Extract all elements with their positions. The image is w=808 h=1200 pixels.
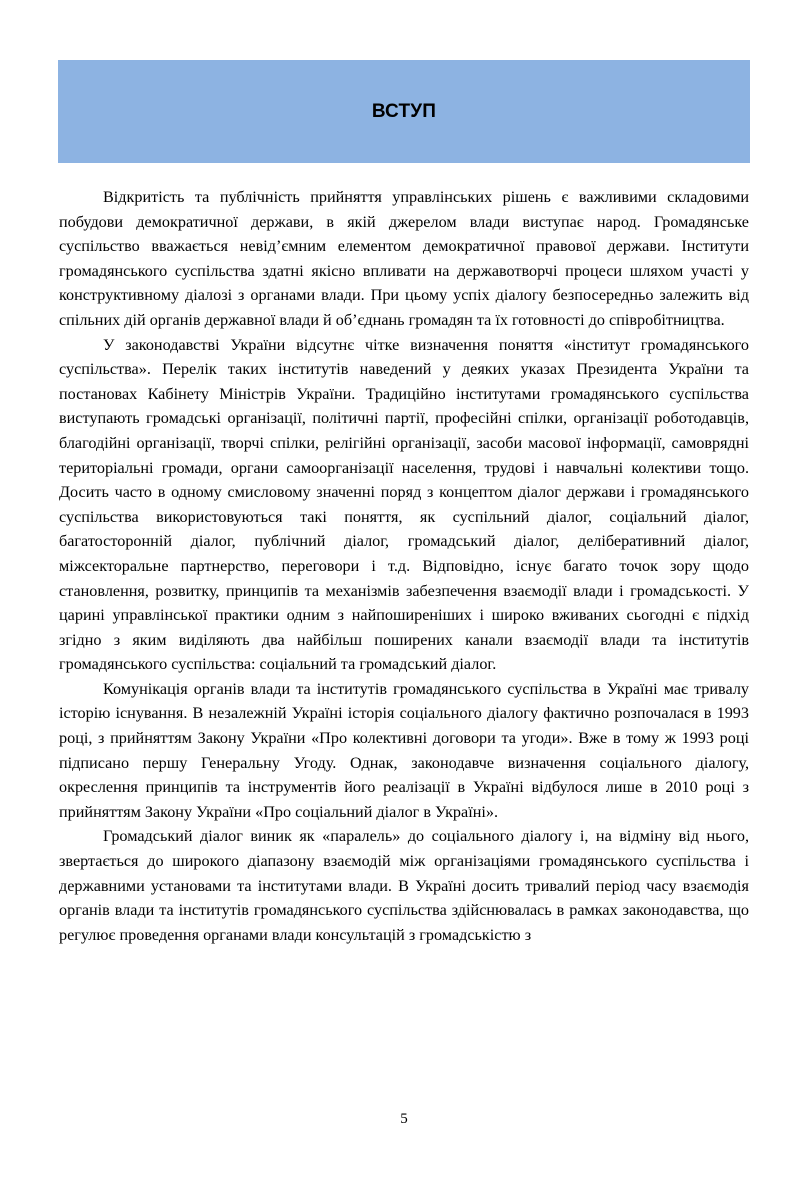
paragraph: У законодавстві України відсутнє чітке визначення поняття «інститут громадянського суспільства». Перелік таких інститутів наведений у деяких указах Президента України та постановах Кабінету Міністрів України. Традиційно інститутами громадянського суспільства виступають громадські організації, політичні партії, професійні спілки, організації роботодавців, благодійні організації, творчі спілки, релігійні організації, засоби масової інформації, самоврядні територіальні громади, органи самоорганізації населення, трудові і навчальні колективи тощо. Досить часто в одному смисловому значенні поряд з концептом діалог держави і громадянського суспільства використовуються такі поняття, як суспільний діалог, соціальний діалог, багатосторонній діалог, публічний діалог, громадський діалог, деліберативний діалог, міжсекторальне партнерство, переговори і т.д. Відповідно, існує багато точок зору щодо становлення, розвитку, принципів та механізмів забезпечення взаємодії влади і громадськості. У царині управлінської практики одним з найпоширеніших і широко вживаних сьогодні є підхід згідно з яким виділяють два найбільш поширених канали взаємодії влади та інститутів громадянського суспільства: соціальний та громадський діалог. — [59, 335, 749, 674]
paragraph: Громадський діалог виник як «паралель» до соціального діалогу і, на відміну від нього, звертається до широкого діапазону взаємодій між організаціями громадянського суспільства і державними установами та інститутами влади. В Україні досить тривалий період часу взаємодія органів влади та інститутів громадянського суспільства здійснювалась в рамках законодавства, що регулює проведення органами влади консультацій з громадськістю з — [59, 827, 749, 944]
section-title: ВСТУП — [371, 100, 437, 122]
paragraph: Відкритість та публічність прийняття управлінських рішень є важливими складовими побудови демократичної держави, в якій джерелом влади виступає народ. Громадянське суспільство вважається невід’ємним елементом демократичної правової держави. Інститути громадянського суспільства здатні якісно впливати на державотворчі процеси шляхом участі у конструктивному діалозі з органами влади. При цьому успіх діалогу безпосередньо залежить від спільних дій органів державної влади й об’єднань громадян та їх готовності до співробітництва. — [59, 188, 749, 329]
body-text — [59, 185, 749, 947]
page-number: 5 — [400, 1111, 408, 1127]
section-header-band — [58, 60, 750, 163]
paragraph: Комунікація органів влади та інститутів громадянського суспільства в Україні має тривалу історію існування. В незалежній Україні історія соціального діалогу фактично розпочалася в 1993 році, з прийняттям Закону України «Про колективні договори та угоди». Вже в тому ж 1993 році підписано першу Генеральну Угоду. Однак, законодавче визначення соціального діалогу, окреслення принципів та інструментів його реалізації в Україні відбулося лише в 2010 році з прийняттям Закону України «Про соціальний діалог в Україні». — [59, 679, 749, 821]
